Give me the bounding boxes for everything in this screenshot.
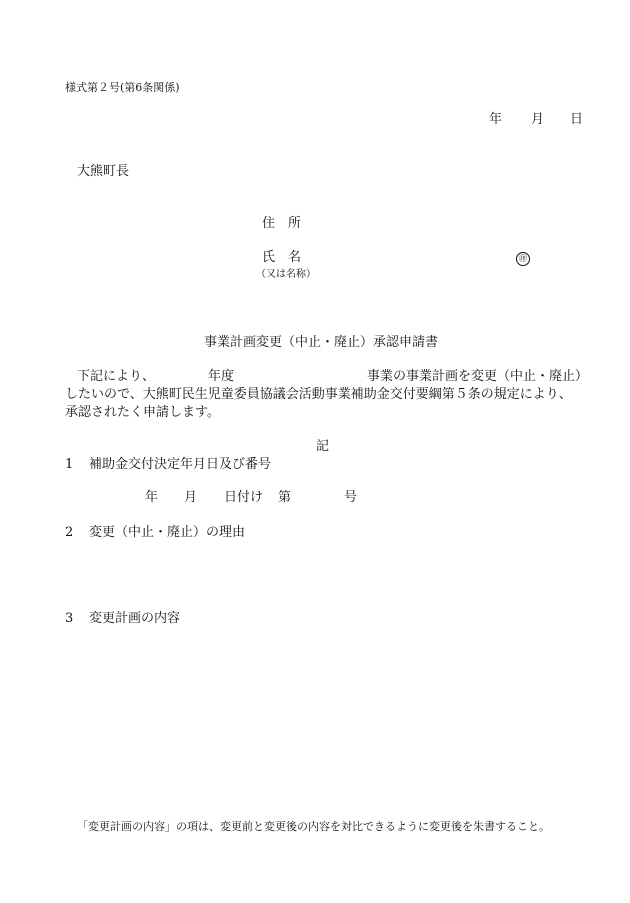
document-title: 事業計画変更（中止・廃止）承認申請書	[204, 335, 439, 350]
date-month-label: 月	[531, 112, 545, 127]
seal-mark	[516, 250, 530, 266]
seal-icon: ㊞	[516, 252, 530, 266]
addressee: 大熊町長	[77, 164, 130, 179]
item-label: 補助金交付決定年月日及び番号	[89, 457, 272, 472]
body-line1-year: 年度	[208, 369, 235, 384]
name-label: 氏 名	[262, 250, 302, 265]
decision-go-label: 号	[344, 490, 358, 505]
decision-month-label: 月	[184, 490, 198, 505]
body-line2: したいので、大熊町民生児童委員協議会活動事業補助金交付要綱第５条の規定により、	[65, 387, 572, 402]
item-label: 変更（中止・廃止）の理由	[89, 525, 246, 540]
form-number: 様式第２号(第6条関係)	[65, 81, 180, 94]
item-number: 2	[65, 525, 74, 540]
item-number: 1	[65, 457, 74, 472]
date-day-label: 日	[570, 112, 584, 127]
decision-dai-label: 第	[278, 490, 292, 505]
name-note: （又は名称）	[256, 269, 316, 280]
item-label: 変更計画の内容	[89, 611, 181, 626]
body-line1-end: 事業の事業計画を変更（中止・廃止）	[367, 369, 589, 384]
address-label: 住 所	[262, 216, 302, 231]
date-year-label: 年	[489, 112, 503, 127]
body-line1-start: 下記により、	[77, 369, 156, 384]
decision-year-label: 年	[145, 490, 159, 505]
decision-day-label: 日付け	[224, 490, 264, 505]
footnote: 「変更計画の内容」の項は、変更前と変更後の内容を対比できるように変更後を朱書すること。	[77, 820, 550, 833]
body-line3: 承認されたく申請します。	[65, 405, 220, 420]
item-number: 3	[65, 611, 74, 626]
ki-heading: 記	[316, 439, 330, 454]
